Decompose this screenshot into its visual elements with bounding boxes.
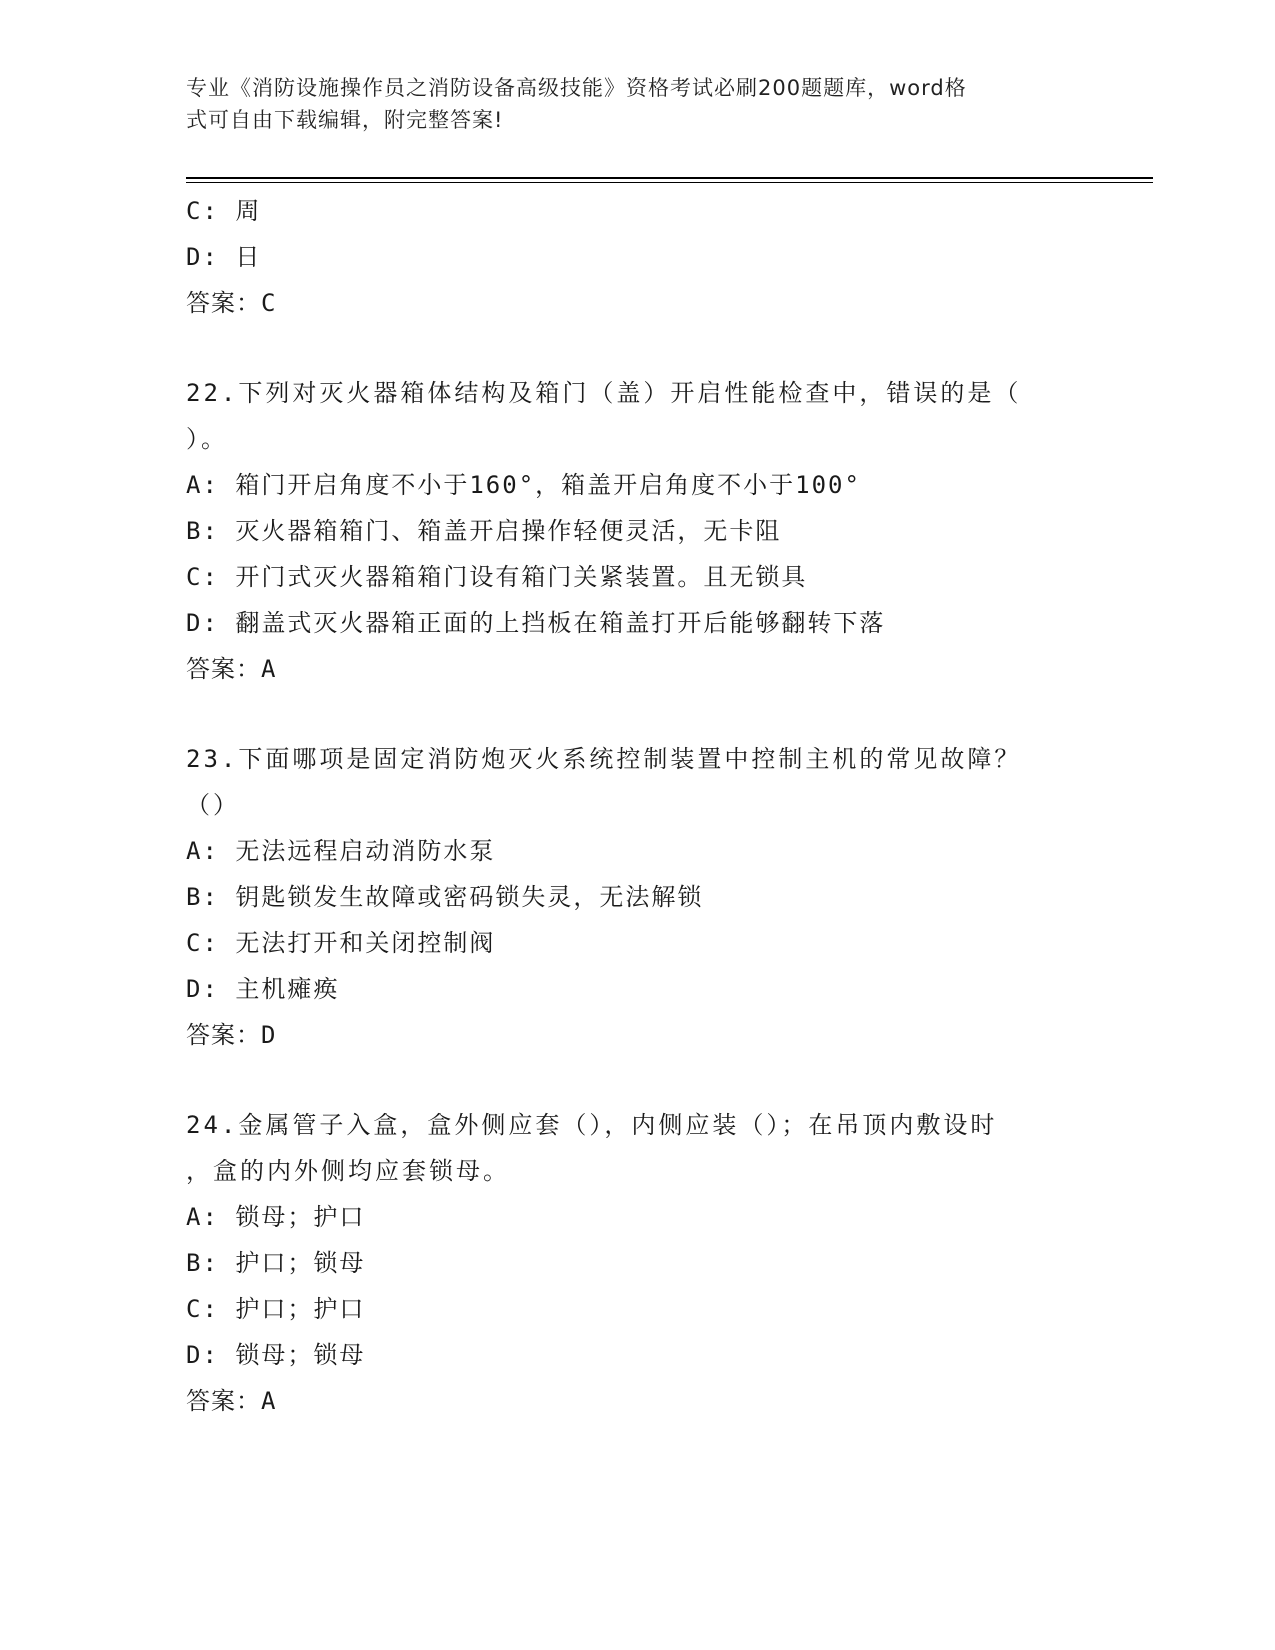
question-stem-line: 23.下面哪项是固定消防炮灭火系统控制装置中控制主机的常见故障？ (186, 745, 1022, 773)
option-label: A: (186, 837, 219, 865)
page-header (186, 72, 1066, 136)
option-d (186, 966, 1086, 1012)
option-label: B: (186, 1249, 219, 1277)
answer-value: A (261, 655, 277, 683)
option-a (186, 1194, 1086, 1240)
answer-label: 答案： (186, 1387, 261, 1415)
option-text: 开门式灭火器箱箱门设有箱门关紧装置。且无锁具 (235, 563, 808, 591)
option-label: A: (186, 1203, 219, 1231)
option-d (186, 234, 1086, 280)
option-c (186, 920, 1086, 966)
option-label: C: (186, 563, 219, 591)
question-24 (186, 1102, 1086, 1424)
option-a (186, 462, 1086, 508)
option-text: 护口；护口 (235, 1295, 366, 1323)
option-text: 护口；锁母 (235, 1249, 366, 1277)
option-label: D: (186, 1341, 219, 1369)
question-list (186, 188, 1086, 1424)
question-stem-line: ）。 (186, 425, 228, 453)
question-stem-line: 22.下列对灭火器箱体结构及箱门（盖）开启性能检查中，错误的是（ (186, 379, 1022, 407)
option-text: 无法打开和关闭控制阀 (235, 929, 496, 957)
option-label: D: (186, 609, 219, 637)
option-text: 主机瘫痪 (235, 975, 340, 1003)
answer-label: 答案： (186, 289, 261, 317)
option-text: 无法远程启动消防水泵 (235, 837, 496, 865)
option-label: D: (186, 975, 219, 1003)
option-b (186, 508, 1086, 554)
option-text: 灭火器箱箱门、箱盖开启操作轻便灵活，无卡阻 (235, 517, 782, 545)
spacer (186, 1058, 1086, 1102)
option-b (186, 1240, 1086, 1286)
answer-label: 答案： (186, 655, 261, 683)
answer-line (186, 646, 1086, 692)
spacer (186, 692, 1086, 736)
option-label: C: (186, 197, 219, 225)
prev-question-tail (186, 188, 1086, 326)
option-d (186, 600, 1086, 646)
option-c (186, 554, 1086, 600)
answer-line (186, 1012, 1086, 1058)
option-text: 日 (235, 243, 262, 271)
option-label: B: (186, 883, 219, 911)
option-label: C: (186, 1295, 219, 1323)
answer-line (186, 280, 1086, 326)
option-a (186, 828, 1086, 874)
option-label: A: (186, 471, 219, 499)
option-label: C: (186, 929, 219, 957)
answer-value: C (261, 289, 277, 317)
header-line-2: 式可自由下载编辑，附完整答案! (186, 108, 504, 132)
option-text: 周 (235, 197, 262, 225)
option-c (186, 188, 1086, 234)
option-label: D: (186, 243, 219, 271)
option-d (186, 1332, 1086, 1378)
option-text: 锁母；锁母 (235, 1341, 366, 1369)
question-stem-line: （） (186, 791, 240, 819)
question-stem-line: ，盒的内外侧均应套锁母。 (186, 1157, 510, 1185)
answer-label: 答案： (186, 1021, 261, 1049)
answer-value: D (261, 1021, 277, 1049)
option-b (186, 874, 1086, 920)
option-text: 锁母；护口 (235, 1203, 366, 1231)
answer-line (186, 1378, 1086, 1424)
answer-value: A (261, 1387, 277, 1415)
question-22 (186, 370, 1086, 692)
option-text: 钥匙锁发生故障或密码锁失灵，无法解锁 (235, 883, 704, 911)
question-23 (186, 736, 1086, 1058)
option-text: 翻盖式灭火器箱正面的上挡板在箱盖打开后能够翻转下落 (235, 609, 886, 637)
option-label: B: (186, 517, 219, 545)
header-line-1: 专业《消防设施操作员之消防设备高级技能》资格考试必刷200题题库，word格 (186, 76, 967, 100)
header-divider-thin (186, 182, 1153, 183)
header-divider-thick (186, 177, 1153, 179)
spacer (186, 326, 1086, 370)
option-c (186, 1286, 1086, 1332)
question-stem-line: 24.金属管子入盒，盒外侧应套（），内侧应装（）；在吊顶内敷设时 (186, 1111, 998, 1139)
option-text: 箱门开启角度不小于160°，箱盖开启角度不小于100° (235, 471, 861, 499)
